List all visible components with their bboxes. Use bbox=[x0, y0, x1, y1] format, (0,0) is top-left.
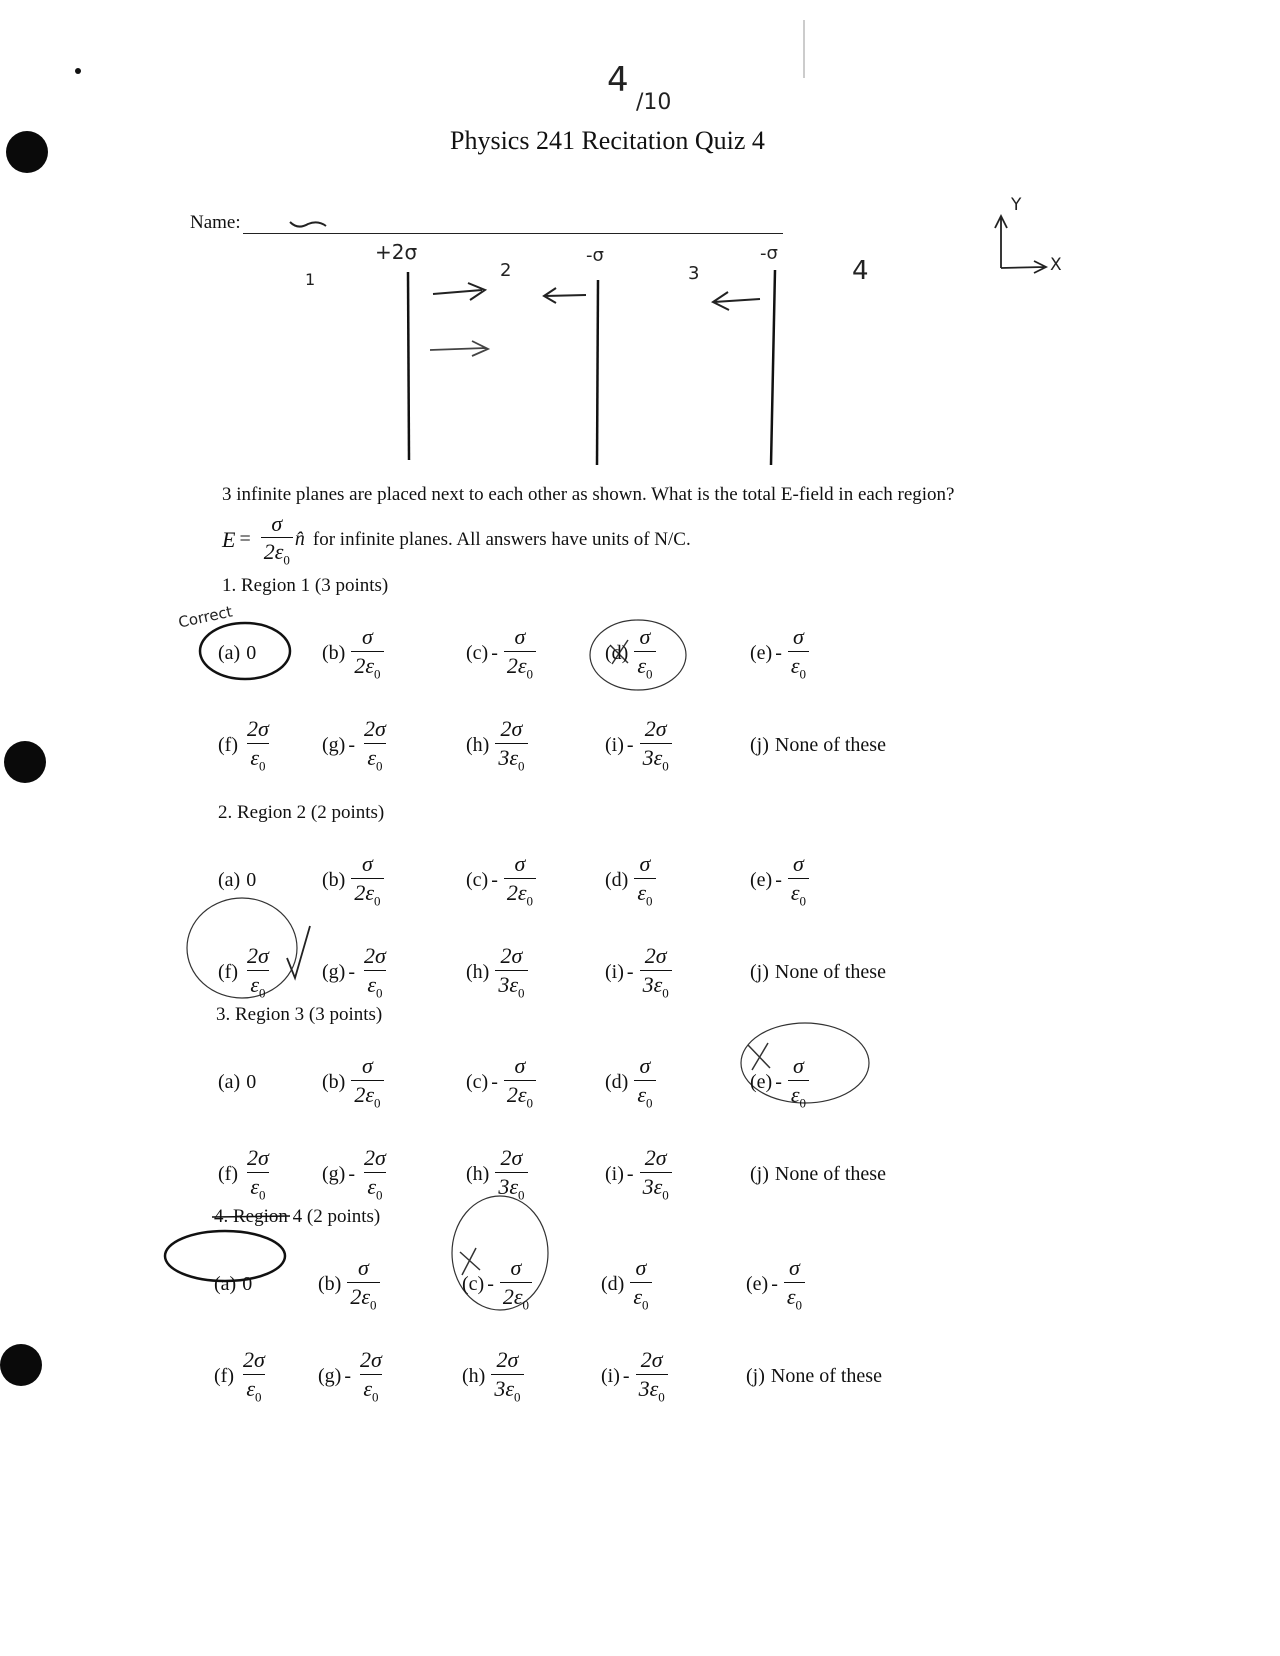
option-denominator-sub: 0 bbox=[374, 665, 381, 681]
option-letter: (g) bbox=[318, 1364, 342, 1387]
option-denominator-sub: 0 bbox=[658, 1388, 665, 1404]
option-denominator-sub: 0 bbox=[799, 1094, 807, 1110]
option-numerator: 2σ bbox=[364, 716, 386, 742]
option-denominator-sub: 0 bbox=[514, 1388, 521, 1404]
option-region-1-c[interactable] bbox=[466, 623, 536, 683]
formula-text: for infinite planes. All answers have units of N/C. bbox=[312, 528, 691, 550]
option-denominator bbox=[364, 743, 385, 773]
option-denominator bbox=[640, 743, 672, 773]
option-region-4-i[interactable] bbox=[601, 1346, 668, 1406]
option-fraction bbox=[491, 1348, 523, 1403]
question-text: 3 infinite planes are placed next to each other as shown. What is the total E-field in each region? bbox=[222, 484, 955, 505]
option-fraction bbox=[347, 1256, 379, 1311]
option-sign: - bbox=[348, 733, 355, 756]
option-denominator bbox=[364, 1172, 385, 1202]
option-letter: (c) bbox=[466, 868, 489, 891]
option-denominator-text: ε bbox=[637, 652, 646, 678]
option-region-2-i[interactable] bbox=[605, 942, 672, 1002]
option-denominator bbox=[347, 1282, 379, 1312]
option-denominator-text: 2ε bbox=[502, 1283, 523, 1309]
option-letter: (e) bbox=[750, 641, 773, 664]
option-denominator bbox=[784, 1282, 805, 1312]
option-denominator-text: ε bbox=[250, 971, 259, 997]
option-letter: (c) bbox=[466, 1070, 489, 1093]
option-fraction bbox=[357, 1348, 385, 1403]
option-region-2-d[interactable] bbox=[605, 850, 656, 910]
option-letter: (g) bbox=[322, 1162, 346, 1185]
option-fraction bbox=[244, 944, 272, 999]
option-denominator-text: ε bbox=[250, 744, 259, 770]
option-region-2-a[interactable] bbox=[218, 850, 256, 910]
option-region-3-g[interactable] bbox=[322, 1144, 389, 1204]
option-denominator-sub: 0 bbox=[376, 984, 383, 1000]
score-total: /10 bbox=[636, 90, 672, 115]
option-denominator-sub: 0 bbox=[518, 1186, 525, 1202]
option-denominator-sub: 0 bbox=[646, 892, 653, 908]
option-denominator-sub: 0 bbox=[518, 757, 525, 773]
option-denominator-sub: 0 bbox=[646, 665, 653, 681]
option-numerator: 2σ bbox=[246, 716, 269, 742]
option-region-1-i[interactable] bbox=[605, 715, 672, 775]
option-denominator bbox=[788, 878, 809, 908]
option-numerator: σ bbox=[514, 851, 526, 877]
score-points: 4 bbox=[607, 60, 629, 100]
option-letter: (j) bbox=[750, 1162, 769, 1185]
option-region-3-h[interactable] bbox=[466, 1144, 528, 1204]
option-denominator bbox=[504, 651, 536, 681]
region-label-2: 2 bbox=[500, 260, 512, 281]
option-denominator-sub: 0 bbox=[259, 1186, 266, 1202]
option-numerator: 2σ bbox=[496, 1347, 519, 1373]
option-fraction bbox=[788, 625, 809, 680]
option-letter: (f) bbox=[218, 733, 238, 756]
margin-note: Correct bbox=[176, 602, 235, 632]
option-denominator-sub: 0 bbox=[642, 1296, 649, 1312]
option-region-2-f[interactable] bbox=[218, 942, 272, 1002]
option-value: 0 bbox=[246, 1070, 257, 1093]
option-region-1-e[interactable] bbox=[750, 623, 809, 683]
option-region-4-d[interactable] bbox=[601, 1254, 652, 1314]
option-denominator-text: 3ε bbox=[642, 1173, 663, 1199]
option-denominator-text: 3ε bbox=[494, 1375, 514, 1401]
option-denominator-text: 2ε bbox=[506, 652, 527, 678]
option-denominator-sub: 0 bbox=[374, 892, 381, 908]
option-region-1-b[interactable] bbox=[322, 623, 384, 683]
option-denominator-sub: 0 bbox=[795, 1296, 803, 1312]
option-denominator bbox=[360, 1374, 381, 1404]
option-denominator bbox=[636, 1374, 668, 1404]
option-letter: (a) bbox=[218, 1070, 241, 1093]
option-letter: (e) bbox=[750, 1070, 773, 1093]
option-fraction bbox=[240, 1348, 268, 1403]
option-denominator-text: ε bbox=[786, 1283, 796, 1309]
option-denominator bbox=[640, 1172, 672, 1202]
option-letter: (d) bbox=[605, 1070, 629, 1093]
option-numerator: 2σ bbox=[644, 1145, 667, 1171]
option-sign: - bbox=[775, 1070, 782, 1093]
option-sign: - bbox=[626, 733, 634, 756]
option-denominator bbox=[247, 970, 268, 1000]
option-letter: (c) bbox=[462, 1272, 485, 1295]
option-letter: (h) bbox=[466, 960, 490, 983]
option-denominator bbox=[495, 970, 527, 1000]
option-letter: (i) bbox=[605, 960, 624, 983]
option-fraction bbox=[244, 1146, 272, 1201]
option-sign: - bbox=[491, 868, 498, 891]
option-numerator: σ bbox=[793, 851, 804, 877]
option-numerator: 2σ bbox=[500, 943, 523, 969]
option-denominator-text: 2ε bbox=[350, 1283, 370, 1309]
option-region-4-j[interactable] bbox=[746, 1346, 882, 1406]
option-denominator-text: ε bbox=[367, 1173, 377, 1199]
option-denominator bbox=[495, 1172, 527, 1202]
option-denominator-text: ε bbox=[790, 1081, 800, 1107]
option-denominator-sub: 0 bbox=[526, 1094, 534, 1110]
option-fraction bbox=[351, 1054, 383, 1109]
option-denominator bbox=[788, 651, 809, 681]
option-region-4-f[interactable] bbox=[214, 1346, 268, 1406]
option-denominator-sub: 0 bbox=[372, 1388, 379, 1404]
option-region-4-e[interactable] bbox=[746, 1254, 805, 1314]
option-denominator bbox=[788, 1080, 809, 1110]
option-region-4-h[interactable] bbox=[462, 1346, 524, 1406]
option-denominator-sub: 0 bbox=[370, 1296, 377, 1312]
option-sign: - bbox=[491, 1070, 498, 1093]
option-letter: (e) bbox=[746, 1272, 769, 1295]
option-region-3-a[interactable] bbox=[218, 1052, 256, 1112]
option-region-2-e[interactable] bbox=[750, 850, 809, 910]
option-numerator: σ bbox=[510, 1255, 522, 1281]
region-label-4: 4 bbox=[852, 256, 869, 286]
option-fraction bbox=[500, 1256, 532, 1311]
option-denominator-sub: 0 bbox=[526, 892, 534, 908]
option-denominator bbox=[500, 1282, 532, 1312]
option-denominator-text: 3ε bbox=[642, 744, 663, 770]
option-fraction bbox=[634, 625, 655, 680]
option-denominator-sub: 0 bbox=[259, 757, 266, 773]
option-region-3-i[interactable] bbox=[605, 1144, 672, 1204]
option-numerator: 2σ bbox=[360, 1347, 382, 1373]
option-region-1-f[interactable] bbox=[218, 715, 272, 775]
option-denominator-text: ε bbox=[367, 971, 377, 997]
option-letter: (a) bbox=[214, 1272, 237, 1295]
option-letter: (j) bbox=[750, 733, 769, 756]
option-denominator-sub: 0 bbox=[662, 1186, 669, 1202]
option-denominator-sub: 0 bbox=[646, 1094, 653, 1110]
option-region-3-f[interactable] bbox=[218, 1144, 272, 1204]
option-numerator: σ bbox=[793, 624, 804, 650]
name-label: Name: bbox=[190, 212, 241, 233]
option-letter: (d) bbox=[601, 1272, 625, 1295]
formula-denominator-sub: 0 bbox=[283, 552, 290, 568]
option-fraction bbox=[351, 852, 383, 907]
option-letter: (i) bbox=[601, 1364, 620, 1387]
option-denominator-text: 3ε bbox=[498, 1173, 518, 1199]
option-region-3-b[interactable] bbox=[322, 1052, 384, 1112]
option-region-4-c[interactable] bbox=[462, 1254, 532, 1314]
option-numerator: σ bbox=[357, 1255, 369, 1281]
option-letter: (j) bbox=[750, 960, 769, 983]
option-fraction bbox=[351, 625, 383, 680]
option-numerator: σ bbox=[635, 1255, 647, 1281]
option-fraction bbox=[636, 1348, 668, 1403]
section-label-region-4: 4. Region 4 (2 points) bbox=[214, 1206, 381, 1227]
option-denominator-sub: 0 bbox=[376, 757, 383, 773]
option-denominator-sub: 0 bbox=[662, 757, 669, 773]
option-denominator-sub: 0 bbox=[255, 1388, 262, 1404]
option-denominator-text: ε bbox=[363, 1375, 373, 1401]
option-sign: - bbox=[487, 1272, 494, 1295]
option-fraction bbox=[784, 1256, 805, 1311]
option-value: 0 bbox=[246, 641, 257, 664]
option-sign: - bbox=[348, 960, 355, 983]
option-fraction bbox=[630, 1256, 651, 1311]
option-denominator bbox=[364, 970, 385, 1000]
option-numerator: σ bbox=[639, 851, 651, 877]
option-numerator: 2σ bbox=[246, 943, 269, 969]
option-numerator: 2σ bbox=[246, 1145, 269, 1171]
option-region-2-j[interactable] bbox=[750, 942, 886, 1002]
option-numerator: σ bbox=[789, 1255, 800, 1281]
formula-denominator: 2ε bbox=[263, 539, 284, 565]
option-letter: (i) bbox=[605, 1162, 624, 1185]
option-letter: (b) bbox=[322, 641, 346, 664]
option-fraction bbox=[504, 852, 536, 907]
option-fraction bbox=[634, 852, 655, 907]
option-letter: (d) bbox=[605, 641, 629, 664]
option-fraction bbox=[495, 944, 527, 999]
option-value: None of these bbox=[774, 733, 886, 756]
option-denominator bbox=[351, 1080, 383, 1110]
option-value: 0 bbox=[246, 868, 257, 891]
option-region-3-j[interactable] bbox=[750, 1144, 886, 1204]
option-letter: (j) bbox=[746, 1364, 765, 1387]
option-denominator bbox=[247, 1172, 268, 1202]
option-sign: - bbox=[775, 641, 782, 664]
option-fraction bbox=[495, 1146, 527, 1201]
option-letter: (b) bbox=[322, 1070, 346, 1093]
option-denominator bbox=[640, 970, 672, 1000]
option-sign: - bbox=[344, 1364, 351, 1387]
option-fraction bbox=[640, 944, 672, 999]
option-denominator-text: 2ε bbox=[354, 879, 374, 905]
option-numerator: σ bbox=[514, 1053, 526, 1079]
option-letter: (f) bbox=[218, 1162, 238, 1185]
option-fraction bbox=[504, 1054, 536, 1109]
option-letter: (i) bbox=[605, 733, 624, 756]
option-letter: (h) bbox=[462, 1364, 486, 1387]
option-region-1-a[interactable] bbox=[218, 623, 256, 683]
option-fraction bbox=[361, 717, 389, 772]
option-denominator-text: 2ε bbox=[506, 1081, 527, 1107]
option-denominator-text: 3ε bbox=[638, 1375, 659, 1401]
formula-numerator: σ bbox=[271, 511, 283, 536]
option-region-1-h[interactable] bbox=[466, 715, 528, 775]
region-label-3: 3 bbox=[688, 263, 700, 284]
option-fraction bbox=[634, 1054, 655, 1109]
charge-label-plane-1: +2σ bbox=[375, 240, 418, 264]
option-denominator-sub: 0 bbox=[662, 984, 669, 1000]
option-denominator-text: ε bbox=[250, 1173, 259, 1199]
option-denominator bbox=[243, 1374, 264, 1404]
option-letter: (c) bbox=[466, 641, 489, 664]
option-letter: (h) bbox=[466, 733, 490, 756]
option-sign: - bbox=[771, 1272, 778, 1295]
formula-lhs: E bbox=[222, 526, 236, 552]
option-region-4-b[interactable] bbox=[318, 1254, 380, 1314]
option-numerator: σ bbox=[361, 1053, 373, 1079]
option-denominator-text: 3ε bbox=[642, 971, 663, 997]
option-fraction bbox=[640, 717, 672, 772]
option-region-3-c[interactable] bbox=[466, 1052, 536, 1112]
option-numerator: 2σ bbox=[500, 1145, 523, 1171]
option-denominator-sub: 0 bbox=[259, 984, 266, 1000]
section-label-region-2: 2. Region 2 (2 points) bbox=[218, 802, 385, 823]
option-denominator-text: 2ε bbox=[506, 879, 527, 905]
option-numerator: 2σ bbox=[644, 716, 667, 742]
option-denominator-text: 2ε bbox=[354, 652, 374, 678]
option-denominator-sub: 0 bbox=[799, 665, 807, 681]
option-numerator: σ bbox=[793, 1053, 804, 1079]
option-denominator-text: ε bbox=[637, 879, 646, 905]
option-region-3-d[interactable] bbox=[605, 1052, 656, 1112]
option-numerator: σ bbox=[361, 851, 373, 877]
axis-label-y: Y bbox=[1011, 195, 1022, 215]
option-denominator-text: ε bbox=[246, 1375, 255, 1401]
axis-label-x: X bbox=[1050, 255, 1062, 275]
option-letter: (d) bbox=[605, 868, 629, 891]
option-sign: - bbox=[348, 1162, 355, 1185]
option-fraction bbox=[788, 852, 809, 907]
option-letter: (a) bbox=[218, 641, 241, 664]
option-fraction bbox=[361, 1146, 389, 1201]
charge-label-plane-2: -σ bbox=[586, 245, 604, 266]
option-region-2-c[interactable] bbox=[466, 850, 536, 910]
option-denominator-sub: 0 bbox=[374, 1094, 381, 1110]
option-denominator-sub: 0 bbox=[518, 984, 525, 1000]
option-value: None of these bbox=[774, 960, 886, 983]
option-denominator bbox=[630, 1282, 651, 1312]
option-denominator bbox=[491, 1374, 523, 1404]
option-value: None of these bbox=[774, 1162, 886, 1185]
option-denominator-text: 3ε bbox=[498, 744, 518, 770]
option-numerator: σ bbox=[639, 1053, 651, 1079]
option-fraction bbox=[504, 625, 536, 680]
option-denominator-text: 2ε bbox=[354, 1081, 374, 1107]
option-numerator: σ bbox=[514, 624, 526, 650]
option-letter: (f) bbox=[214, 1364, 234, 1387]
option-letter: (g) bbox=[322, 733, 346, 756]
option-numerator: 2σ bbox=[640, 1347, 663, 1373]
option-numerator: 2σ bbox=[364, 1145, 386, 1171]
option-denominator-text: ε bbox=[633, 1283, 642, 1309]
option-denominator-sub: 0 bbox=[799, 892, 807, 908]
option-denominator-text: 3ε bbox=[498, 971, 518, 997]
option-sign: - bbox=[775, 868, 782, 891]
option-denominator-text: ε bbox=[790, 652, 800, 678]
option-fraction bbox=[788, 1054, 809, 1109]
option-denominator bbox=[247, 743, 268, 773]
option-denominator-sub: 0 bbox=[522, 1296, 530, 1312]
option-letter: (b) bbox=[318, 1272, 342, 1295]
option-denominator bbox=[634, 651, 655, 681]
option-region-2-b[interactable] bbox=[322, 850, 384, 910]
option-region-1-g[interactable] bbox=[322, 715, 389, 775]
option-region-4-a[interactable] bbox=[214, 1254, 252, 1314]
option-denominator-text: ε bbox=[790, 879, 800, 905]
option-denominator-sub: 0 bbox=[376, 1186, 383, 1202]
option-denominator-sub: 0 bbox=[526, 665, 534, 681]
section-label-region-1: 1. Region 1 (3 points) bbox=[222, 575, 389, 596]
option-sign: - bbox=[491, 641, 498, 664]
option-region-1-j[interactable] bbox=[750, 715, 886, 775]
option-numerator: 2σ bbox=[364, 943, 386, 969]
option-denominator bbox=[351, 651, 383, 681]
page-title: Physics 241 Recitation Quiz 4 bbox=[450, 126, 765, 155]
option-value: 0 bbox=[242, 1272, 253, 1295]
option-denominator bbox=[634, 878, 655, 908]
option-numerator: σ bbox=[639, 624, 651, 650]
option-region-4-g[interactable] bbox=[318, 1346, 385, 1406]
option-value: None of these bbox=[770, 1364, 882, 1387]
option-sign: - bbox=[626, 960, 634, 983]
option-letter: (f) bbox=[218, 960, 238, 983]
option-letter: (a) bbox=[218, 868, 241, 891]
option-sign: - bbox=[626, 1162, 634, 1185]
option-numerator: 2σ bbox=[242, 1347, 265, 1373]
formula-nhat: n̂ bbox=[294, 528, 305, 551]
option-letter: (g) bbox=[322, 960, 346, 983]
option-numerator: σ bbox=[361, 624, 373, 650]
charge-label-plane-3: -σ bbox=[760, 243, 778, 264]
section-label-region-3: 3. Region 3 (3 points) bbox=[216, 1004, 383, 1025]
option-denominator-text: ε bbox=[367, 744, 377, 770]
option-letter: (b) bbox=[322, 868, 346, 891]
option-region-3-e[interactable] bbox=[750, 1052, 809, 1112]
region-label-1: 1 bbox=[305, 270, 316, 289]
option-fraction bbox=[495, 717, 527, 772]
formula: E = $\frac{\sigma}{2\varepsilon_0}$ n̂ for infinite planes. All answers have units of N/C. bbox=[222, 511, 691, 568]
option-denominator bbox=[351, 878, 383, 908]
option-region-2-h[interactable] bbox=[466, 942, 528, 1002]
option-denominator bbox=[504, 878, 536, 908]
option-letter: (e) bbox=[750, 868, 773, 891]
option-numerator: 2σ bbox=[644, 943, 667, 969]
option-region-1-d[interactable] bbox=[605, 623, 656, 683]
option-denominator-text: ε bbox=[637, 1081, 646, 1107]
option-fraction bbox=[640, 1146, 672, 1201]
option-fraction bbox=[361, 944, 389, 999]
option-sign: - bbox=[622, 1364, 630, 1387]
option-denominator bbox=[634, 1080, 655, 1110]
option-region-2-g[interactable] bbox=[322, 942, 389, 1002]
option-fraction bbox=[244, 717, 272, 772]
option-denominator bbox=[504, 1080, 536, 1110]
option-letter: (h) bbox=[466, 1162, 490, 1185]
option-denominator bbox=[495, 743, 527, 773]
option-numerator: 2σ bbox=[500, 716, 523, 742]
